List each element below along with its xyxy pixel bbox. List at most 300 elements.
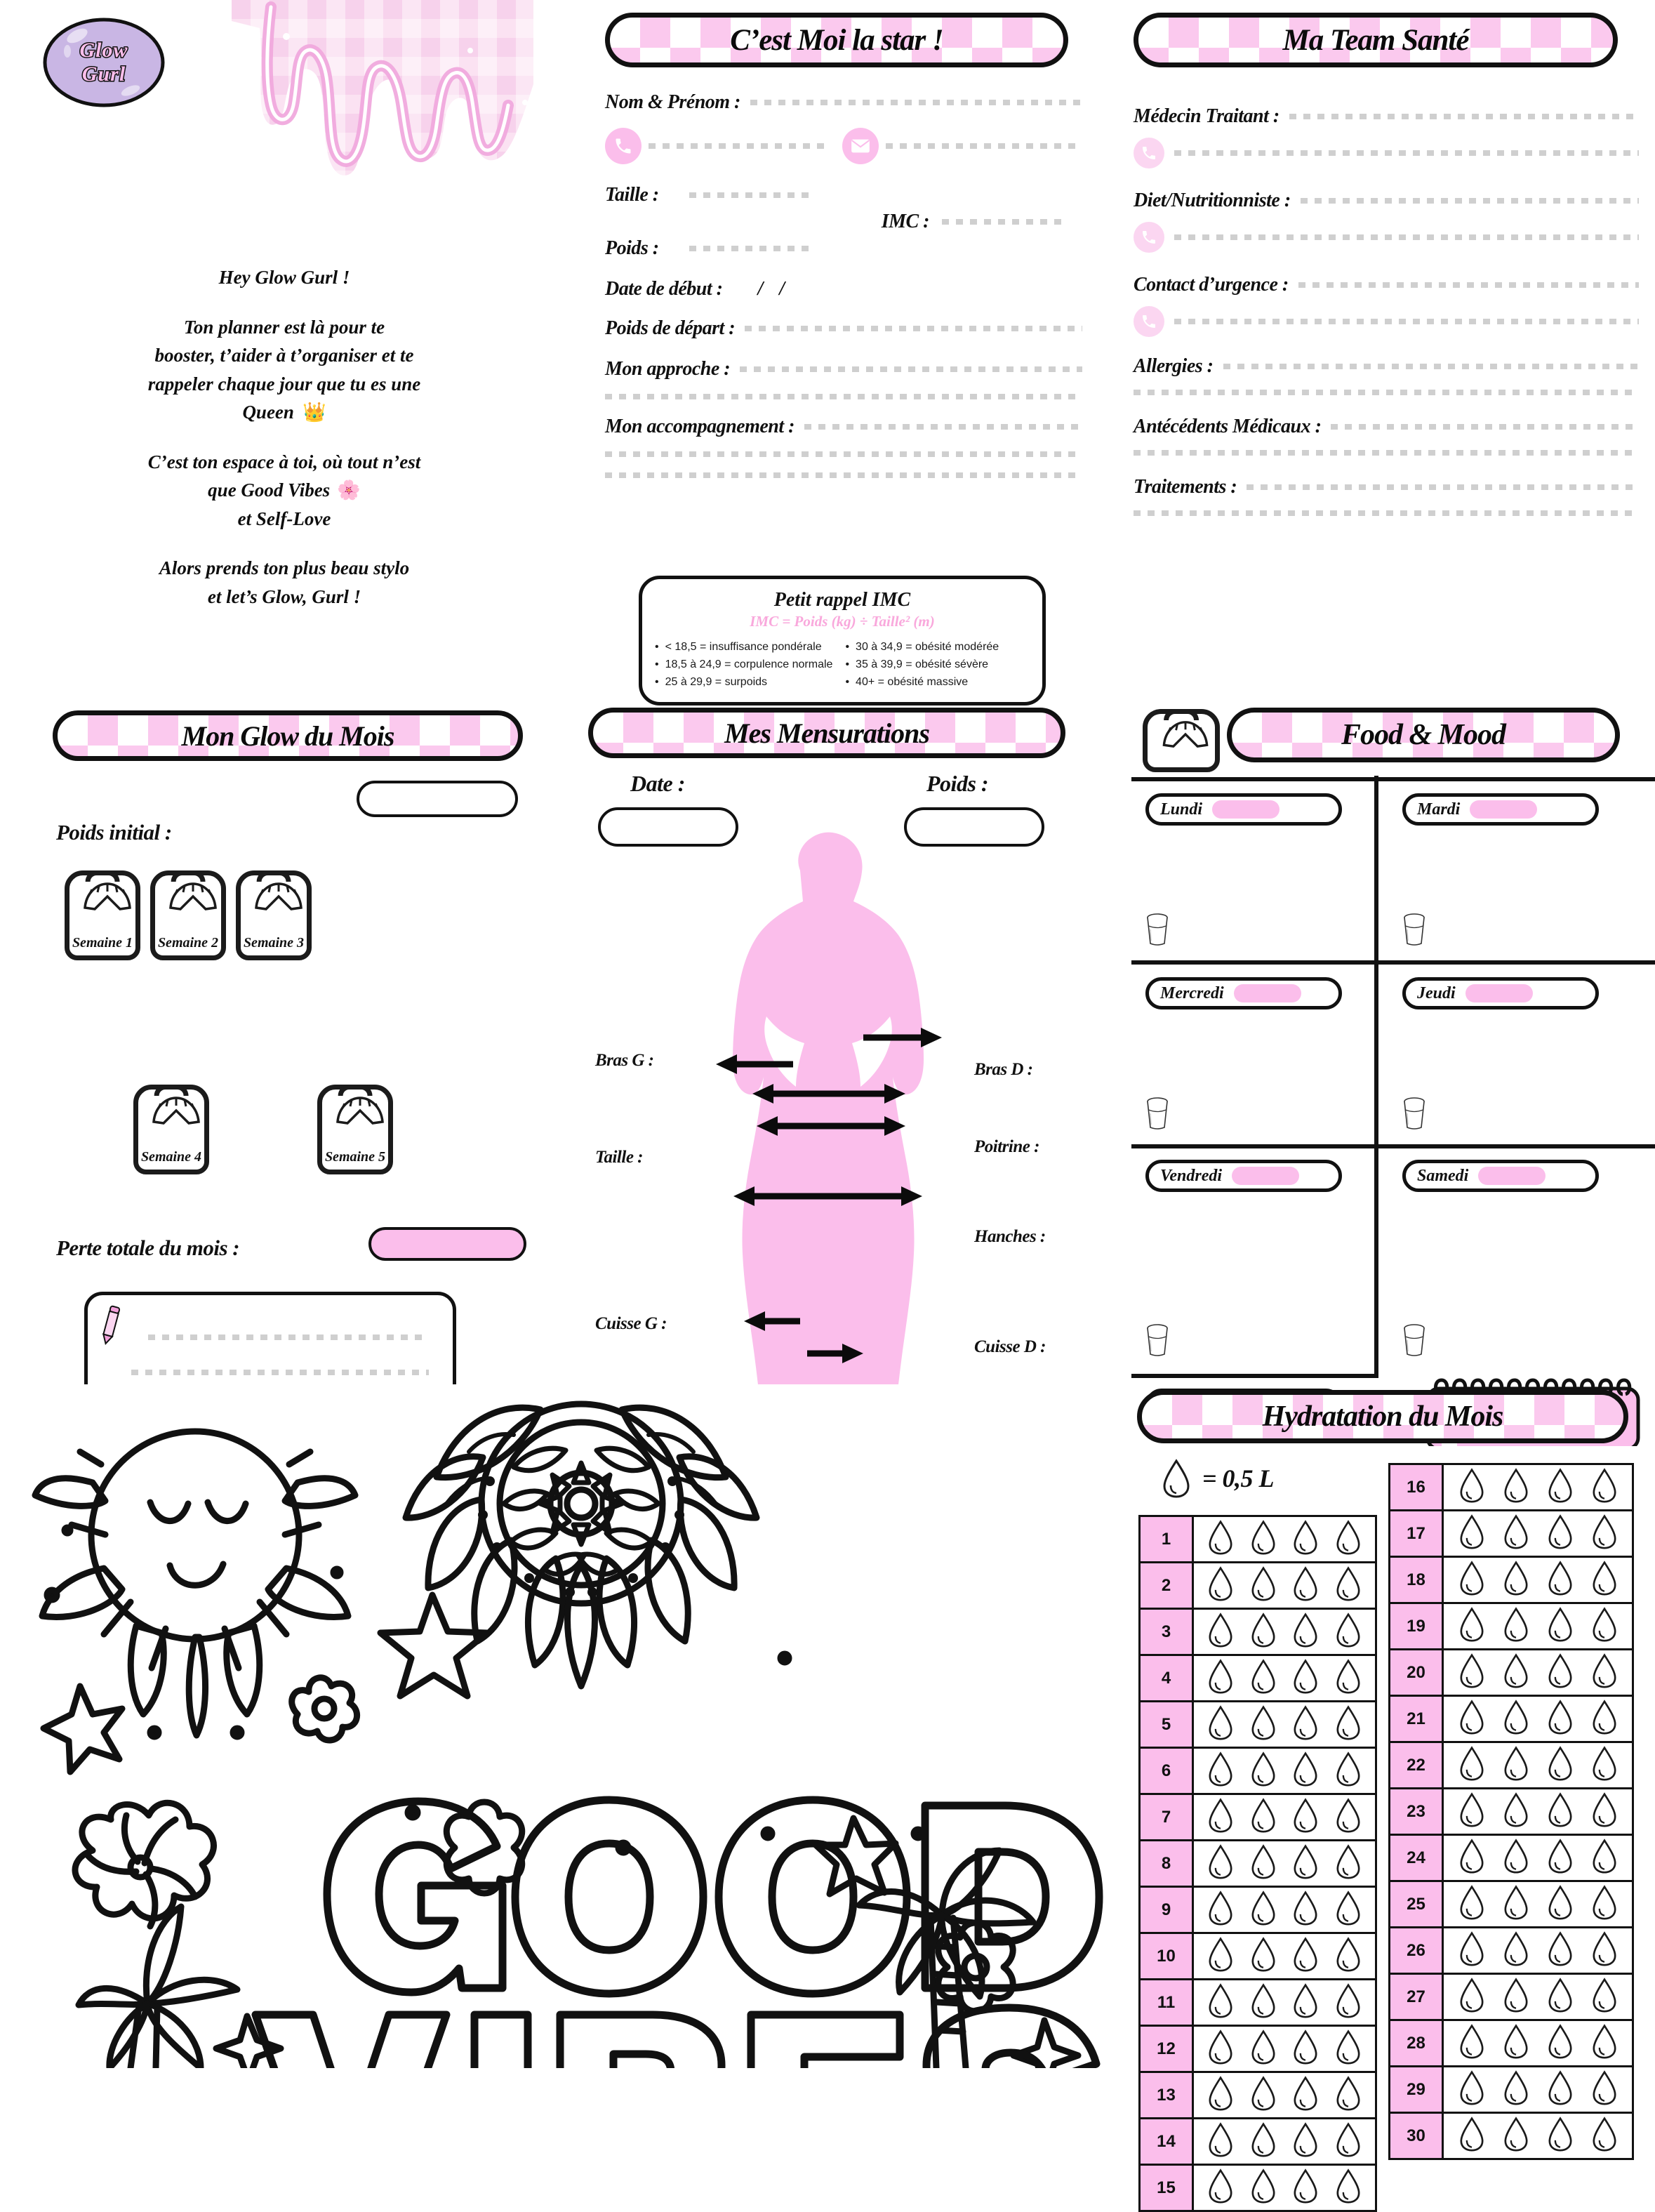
hydration-drop[interactable] <box>1292 1751 1319 1790</box>
water-drop-icon <box>1458 1607 1485 1642</box>
hydration-drop[interactable] <box>1591 1792 1618 1831</box>
team-sante-fields <box>1134 105 1639 517</box>
hydration-drop[interactable] <box>1503 1978 1529 2016</box>
hydration-row[interactable] <box>1138 2119 1377 2166</box>
hydration-day-number: 23 <box>1390 1789 1444 1834</box>
hydration-drop[interactable] <box>1458 1514 1485 1553</box>
scale-label: Semaine 3 <box>243 935 305 951</box>
hydration-drop[interactable] <box>1458 1839 1485 1877</box>
hydration-row[interactable] <box>1138 2073 1377 2119</box>
hydration-drop-cell[interactable] <box>1194 1841 1375 1886</box>
water-drop-icon <box>1591 2024 1618 2059</box>
water-drop-icon <box>1458 2024 1485 2059</box>
hydration-drop[interactable] <box>1503 1700 1529 1738</box>
antecedents-input-1[interactable] <box>1331 423 1639 430</box>
urgence-phone-input[interactable] <box>1174 318 1639 325</box>
water-drop-icon <box>1591 2070 1618 2105</box>
hydration-day-number: 27 <box>1390 1975 1444 2019</box>
hydration-day-number: 26 <box>1390 1928 1444 1973</box>
scale-semaine-3[interactable] <box>236 870 312 960</box>
scale-semaine-4[interactable] <box>133 1085 209 1174</box>
hydration-drop[interactable] <box>1207 1705 1234 1744</box>
hydration-drop[interactable] <box>1292 1798 1319 1836</box>
email-input[interactable] <box>886 143 1082 150</box>
hydration-drop-cell[interactable] <box>1194 1888 1375 1932</box>
approche-row[interactable] <box>605 358 1082 380</box>
hydration-drop[interactable] <box>1292 2029 1319 2068</box>
imc-input[interactable] <box>942 218 1068 225</box>
urgence-input[interactable] <box>1298 282 1639 289</box>
scale-semaine-1[interactable] <box>65 870 140 960</box>
mensurations-poids-label: Poids : <box>926 771 989 796</box>
water-glass-icon[interactable] <box>1402 1323 1426 1360</box>
hydration-drop[interactable] <box>1250 1983 1277 2022</box>
hydration-drop[interactable] <box>1335 2168 1362 2207</box>
hydration-drop[interactable] <box>1503 1931 1529 1970</box>
scale-semaine-2[interactable] <box>150 870 226 960</box>
water-drop-icon <box>1591 1468 1618 1503</box>
water-drop-icon <box>1547 1792 1574 1827</box>
note-line-2[interactable] <box>131 1369 429 1376</box>
hydration-drop-cell[interactable] <box>1194 1610 1375 1654</box>
hydration-drop[interactable] <box>1292 1983 1319 2022</box>
hydration-drop[interactable] <box>1591 1839 1618 1877</box>
water-drop-icon <box>1547 1839 1574 1874</box>
hydration-drop[interactable] <box>1207 1751 1234 1790</box>
hydration-drop[interactable] <box>1250 1751 1277 1790</box>
hydration-drop[interactable] <box>1335 2076 1362 2114</box>
hydration-drop[interactable] <box>1591 1607 1618 1645</box>
hydration-drop[interactable] <box>1458 1653 1485 1692</box>
star-card-fields <box>605 91 1082 479</box>
hydration-drop-cell[interactable] <box>1194 1980 1375 2025</box>
hydration-day-number: 3 <box>1141 1610 1194 1654</box>
hydration-drop[interactable] <box>1250 1612 1277 1651</box>
hydration-drop-cell[interactable] <box>1444 2067 1632 2112</box>
hydration-drop[interactable] <box>1292 2076 1319 2114</box>
hydration-drop[interactable] <box>1292 1705 1319 1744</box>
hydration-drop[interactable] <box>1503 2024 1529 2062</box>
hydration-drop[interactable] <box>1503 2117 1529 2155</box>
hydration-drop[interactable] <box>1547 1607 1574 1645</box>
day-pill-mardi[interactable] <box>1402 793 1599 826</box>
perte-totale-input[interactable] <box>368 1227 526 1261</box>
name-input[interactable] <box>750 99 1082 106</box>
hydration-drop-cell[interactable] <box>1444 1882 1632 1926</box>
hydration-drop[interactable] <box>1207 1937 1234 1975</box>
water-drop-icon <box>1207 1751 1234 1787</box>
hydration-drop-cell[interactable] <box>1444 2114 1632 2158</box>
hydration-drop[interactable] <box>1547 1885 1574 1923</box>
hydration-row[interactable] <box>1138 1980 1377 2027</box>
hydration-drop[interactable] <box>1335 1751 1362 1790</box>
hydration-drop[interactable] <box>1458 1978 1485 2016</box>
hydration-drop[interactable] <box>1335 2029 1362 2068</box>
hydration-drop[interactable] <box>1503 1514 1529 1553</box>
hydration-drop-cell[interactable] <box>1194 1702 1375 1747</box>
hydration-drop[interactable] <box>1207 2076 1234 2114</box>
water-drop-icon <box>1503 1839 1529 1874</box>
hydration-drop[interactable] <box>1250 1659 1277 1697</box>
hydration-drop[interactable] <box>1207 1890 1234 1929</box>
hydration-drop-cell[interactable] <box>1444 1928 1632 1973</box>
hydration-drop[interactable] <box>1547 1700 1574 1738</box>
day-pill-vendredi[interactable] <box>1145 1160 1342 1192</box>
hydration-drop[interactable] <box>1591 1931 1618 1970</box>
hydration-drop[interactable] <box>1250 1566 1277 1605</box>
hydration-row[interactable] <box>1388 1928 1634 1975</box>
accompagnement-label: Mon accompagnement : <box>605 416 795 437</box>
hydration-drop[interactable] <box>1503 2070 1529 2109</box>
food-mood-scale-icon <box>1143 709 1220 772</box>
antecedents-row[interactable] <box>1134 416 1639 438</box>
hydration-drop[interactable] <box>1503 1746 1529 1784</box>
intro-p1-l4: Queen <box>242 402 294 423</box>
phone-icon <box>1134 306 1164 337</box>
accompagnement-row[interactable] <box>605 416 1082 438</box>
medecin-phone-input[interactable] <box>1174 150 1639 157</box>
allergies-input-1[interactable] <box>1223 363 1640 370</box>
hydration-drop-cell[interactable] <box>1194 1563 1375 1608</box>
hydration-row[interactable] <box>1138 2027 1377 2073</box>
day-pill-mercredi[interactable] <box>1145 977 1342 1009</box>
water-glass-icon[interactable] <box>1402 1097 1426 1134</box>
hydration-drop[interactable] <box>1547 1839 1574 1877</box>
hydration-row[interactable] <box>1138 1702 1377 1749</box>
hydration-drop[interactable] <box>1207 1844 1234 1883</box>
hydration-day-number: 8 <box>1141 1841 1194 1886</box>
hydration-drop-cell[interactable] <box>1194 2119 1375 2164</box>
hydration-row[interactable] <box>1138 2166 1377 2212</box>
hydration-row[interactable] <box>1138 1841 1377 1888</box>
hydration-drop[interactable] <box>1292 1612 1319 1651</box>
hydration-drop-cell[interactable] <box>1444 1743 1632 1787</box>
hydration-row[interactable] <box>1388 1511 1634 1558</box>
hydration-drop[interactable] <box>1335 1659 1362 1697</box>
hydration-drop[interactable] <box>1250 2029 1277 2068</box>
traitements-row[interactable] <box>1134 476 1639 498</box>
hydration-drop-cell[interactable] <box>1444 1604 1632 1648</box>
hydration-drop[interactable] <box>1292 1890 1319 1929</box>
hydration-row[interactable] <box>1388 1463 1634 1511</box>
allergies-row[interactable] <box>1134 355 1639 378</box>
scale-label: Semaine 2 <box>157 935 219 951</box>
hydration-drop[interactable] <box>1591 1561 1618 1599</box>
approche-input-1[interactable] <box>740 366 1082 373</box>
hydration-drop-cell[interactable] <box>1194 2166 1375 2210</box>
hydration-drop[interactable] <box>1207 2168 1234 2207</box>
hydration-drop[interactable] <box>1458 2024 1485 2062</box>
hydration-drop[interactable] <box>1503 1468 1529 1506</box>
date-debut-input[interactable]: / / <box>757 278 791 300</box>
hydration-row[interactable] <box>1388 1604 1634 1650</box>
hydration-drop[interactable] <box>1292 2122 1319 2161</box>
water-glass-icon[interactable] <box>1145 913 1169 950</box>
hydration-drop[interactable] <box>1207 1520 1234 1558</box>
hydration-drop[interactable] <box>1547 2024 1574 2062</box>
accompagnement-input-2[interactable] <box>605 451 1082 458</box>
water-drop-icon <box>1547 1468 1574 1503</box>
medecin-label: Médecin Traitant : <box>1134 105 1280 127</box>
hydration-day-number: 10 <box>1141 1934 1194 1978</box>
hydration-row[interactable] <box>1388 1697 1634 1743</box>
hydration-drop[interactable] <box>1547 1561 1574 1599</box>
hydration-drop-cell[interactable] <box>1444 1836 1632 1880</box>
water-drop-icon <box>1335 2076 1362 2111</box>
hydration-drop[interactable] <box>1207 2122 1234 2161</box>
hydration-drop[interactable] <box>1335 1890 1362 1929</box>
hydration-drop[interactable] <box>1335 1612 1362 1651</box>
hydration-day-number: 21 <box>1390 1697 1444 1741</box>
hydration-drop[interactable] <box>1335 1798 1362 1836</box>
hydration-drop[interactable] <box>1250 2076 1277 2114</box>
hydration-row[interactable] <box>1388 2067 1634 2114</box>
hydration-drop[interactable] <box>1207 1798 1234 1836</box>
poids-depart-input[interactable] <box>745 325 1082 332</box>
hydration-drop[interactable] <box>1591 1885 1618 1923</box>
water-drop-icon <box>1207 1798 1234 1833</box>
hydration-drop-cell[interactable] <box>1444 1975 1632 2019</box>
allergies-input-2[interactable] <box>1134 389 1639 396</box>
medecin-input[interactable] <box>1289 113 1639 120</box>
hydration-drop[interactable] <box>1250 1890 1277 1929</box>
hydration-drop-cell[interactable] <box>1444 1511 1632 1556</box>
water-drop-icon <box>1335 1520 1362 1555</box>
hydration-drop[interactable] <box>1547 2117 1574 2155</box>
hydration-drop[interactable] <box>1207 1566 1234 1605</box>
hydration-drop[interactable] <box>1503 1839 1529 1877</box>
mood-slot[interactable] <box>1232 1167 1299 1185</box>
water-drop-icon <box>1292 1705 1319 1740</box>
hydration-row[interactable] <box>1138 1563 1377 1610</box>
phone-input[interactable] <box>649 143 824 150</box>
hydration-drop[interactable] <box>1458 1931 1485 1970</box>
hydration-row[interactable] <box>1388 2021 1634 2067</box>
mood-slot[interactable] <box>1470 800 1537 819</box>
hydration-drop[interactable] <box>1547 1468 1574 1506</box>
taille-input[interactable] <box>689 192 809 199</box>
hydration-drop-cell[interactable] <box>1444 2021 1632 2065</box>
hydration-drop[interactable] <box>1591 1978 1618 2016</box>
hydration-drop-cell[interactable] <box>1194 1934 1375 1978</box>
hydration-drop-cell[interactable] <box>1444 1697 1632 1741</box>
hydration-drop[interactable] <box>1335 1705 1362 1744</box>
hydration-row[interactable] <box>1388 1558 1634 1604</box>
hydration-drop[interactable] <box>1250 1844 1277 1883</box>
hydration-drop[interactable] <box>1292 1844 1319 1883</box>
day-pill-samedi[interactable] <box>1402 1160 1599 1192</box>
note-line-1[interactable] <box>148 1334 429 1341</box>
hydration-drop-cell[interactable] <box>1194 1795 1375 1839</box>
water-drop-icon <box>1292 1798 1319 1833</box>
water-drop-icon <box>1503 1792 1529 1827</box>
hydration-drop[interactable] <box>1591 1746 1618 1784</box>
hydration-drop-cell[interactable] <box>1194 2027 1375 2071</box>
hydration-row[interactable] <box>1388 1975 1634 2021</box>
mood-slot[interactable] <box>1465 984 1533 1002</box>
hydration-drop[interactable] <box>1458 1607 1485 1645</box>
medecin-row[interactable] <box>1134 105 1639 128</box>
hydration-drop[interactable] <box>1335 1844 1362 1883</box>
hydration-drop[interactable] <box>1458 1468 1485 1506</box>
mensurations-date-label: Date : <box>630 771 685 796</box>
food-mood-grid-hline-2 <box>1131 960 1655 965</box>
hydration-drop[interactable] <box>1458 1885 1485 1923</box>
hydration-drop[interactable] <box>1335 1566 1362 1605</box>
hydration-drop[interactable] <box>1547 1653 1574 1692</box>
hydration-drop[interactable] <box>1503 1561 1529 1599</box>
day-pill-lundi[interactable] <box>1145 793 1342 826</box>
hydration-drop[interactable] <box>1591 2070 1618 2109</box>
water-glass-icon[interactable] <box>1145 1097 1169 1134</box>
accompagnement-input-1[interactable] <box>804 423 1082 430</box>
water-drop-icon <box>1250 1566 1277 1601</box>
hydration-drop[interactable] <box>1591 1468 1618 1506</box>
food-mood-grid-hline-1 <box>1131 777 1655 781</box>
hydration-row[interactable] <box>1138 1515 1377 1563</box>
hydration-drop[interactable] <box>1292 1520 1319 1558</box>
hydration-drop[interactable] <box>1207 1659 1234 1697</box>
water-glass-icon[interactable] <box>1145 1323 1169 1360</box>
water-drop-icon <box>1250 2122 1277 2157</box>
mood-slot[interactable] <box>1478 1167 1546 1185</box>
water-drop-icon <box>1335 1705 1362 1740</box>
hydration-drop[interactable] <box>1250 2168 1277 2207</box>
hydration-row[interactable] <box>1138 1749 1377 1795</box>
water-drop-icon <box>1591 1978 1618 2013</box>
intro-p1-l3: rappeler chaque jour que tu es une <box>147 373 421 395</box>
water-drop-icon <box>1335 1983 1362 2018</box>
water-drop-icon <box>1458 1468 1485 1503</box>
hydration-drop[interactable] <box>1503 1653 1529 1692</box>
hydration-drop[interactable] <box>1547 1514 1574 1553</box>
hydration-drop[interactable] <box>1250 1520 1277 1558</box>
traitements-input-2[interactable] <box>1134 510 1639 517</box>
hydration-drop[interactable] <box>1503 1607 1529 1645</box>
traitements-input-1[interactable] <box>1247 484 1639 491</box>
poids-depart-label: Poids de départ : <box>605 317 736 339</box>
day-pill-jeudi[interactable] <box>1402 977 1599 1009</box>
imc-list-left <box>655 639 832 691</box>
water-glass-icon[interactable] <box>1402 913 1426 950</box>
hydration-drop[interactable] <box>1547 1931 1574 1970</box>
hydration-drop[interactable] <box>1292 1566 1319 1605</box>
hydration-drop[interactable] <box>1250 1937 1277 1975</box>
diet-input[interactable] <box>1301 197 1639 204</box>
hydration-drop[interactable] <box>1591 2117 1618 2155</box>
hydration-drop[interactable] <box>1591 1514 1618 1553</box>
intro-p2-l2: que Good Vibes <box>208 479 331 501</box>
hydration-drop-cell[interactable] <box>1194 2073 1375 2117</box>
accompagnement-input-3[interactable] <box>605 472 1082 479</box>
hydration-row[interactable] <box>1138 1656 1377 1702</box>
hydration-row[interactable] <box>1388 1743 1634 1789</box>
hydration-drop-cell[interactable] <box>1194 1517 1375 1561</box>
mood-slot[interactable] <box>1212 800 1280 819</box>
hydration-row[interactable] <box>1138 1934 1377 1980</box>
diet-phone-input[interactable] <box>1174 234 1639 241</box>
antecedents-input-2[interactable] <box>1134 449 1639 456</box>
hydration-drop[interactable] <box>1547 1978 1574 2016</box>
hydration-day-number: 6 <box>1141 1749 1194 1793</box>
hydration-drop[interactable] <box>1458 2070 1485 2109</box>
hydration-drop[interactable] <box>1591 2024 1618 2062</box>
hydration-drop-cell[interactable] <box>1444 1789 1632 1834</box>
hydration-drop[interactable] <box>1547 1792 1574 1831</box>
hydration-row[interactable] <box>1388 2114 1634 2160</box>
hydration-drop[interactable] <box>1458 1792 1485 1831</box>
hydration-drop[interactable] <box>1458 1700 1485 1738</box>
hydration-row[interactable] <box>1388 1882 1634 1928</box>
hydration-drop[interactable] <box>1503 1792 1529 1831</box>
hydration-drop-cell[interactable] <box>1444 1650 1632 1695</box>
hydration-drop[interactable] <box>1458 2117 1485 2155</box>
hydration-drop-cell[interactable] <box>1194 1656 1375 1700</box>
hydration-day-number: 19 <box>1390 1604 1444 1648</box>
water-drop-icon <box>1207 1566 1234 1601</box>
hydration-day-number: 28 <box>1390 2021 1444 2065</box>
poids-depart-row[interactable] <box>605 317 1082 340</box>
urgence-row[interactable] <box>1134 274 1639 296</box>
day-label: Vendredi <box>1160 1166 1223 1185</box>
hydration-row[interactable] <box>1388 1836 1634 1882</box>
month-name-box[interactable] <box>357 781 518 817</box>
hydration-row[interactable] <box>1388 1789 1634 1836</box>
hydration-drop[interactable] <box>1250 2122 1277 2161</box>
diet-row[interactable] <box>1134 190 1639 212</box>
mood-slot[interactable] <box>1234 984 1301 1002</box>
hydration-drop[interactable] <box>1250 1705 1277 1744</box>
hydration-drop[interactable] <box>1591 1700 1618 1738</box>
hydration-drop[interactable] <box>1335 1520 1362 1558</box>
hydration-drop[interactable] <box>1458 1746 1485 1784</box>
hydration-drop-cell[interactable] <box>1444 1558 1632 1602</box>
hydration-drop[interactable] <box>1335 1937 1362 1975</box>
hydration-row[interactable] <box>1388 1650 1634 1697</box>
hydration-drop[interactable] <box>1591 1653 1618 1692</box>
hydration-drop[interactable] <box>1458 1561 1485 1599</box>
hydration-drop[interactable] <box>1292 2168 1319 2207</box>
hydration-drop[interactable] <box>1292 1937 1319 1975</box>
hydration-day-number: 20 <box>1390 1650 1444 1695</box>
hydration-drop[interactable] <box>1207 1983 1234 2022</box>
water-drop-icon <box>1591 1931 1618 1966</box>
hydration-drop[interactable] <box>1335 1983 1362 2022</box>
hydration-drop[interactable] <box>1335 2122 1362 2161</box>
hydration-drop-cell[interactable] <box>1444 1465 1632 1509</box>
hydration-row[interactable] <box>1138 1795 1377 1841</box>
scale-semaine-5[interactable] <box>317 1085 393 1174</box>
hydration-row[interactable] <box>1138 1610 1377 1656</box>
water-drop-icon <box>1591 1885 1618 1920</box>
hydration-drop[interactable] <box>1207 2029 1234 2068</box>
hydration-drop[interactable] <box>1547 1746 1574 1784</box>
scale-label: Semaine 5 <box>324 1149 386 1165</box>
hydration-drop[interactable] <box>1547 2070 1574 2109</box>
hydration-drop-cell[interactable] <box>1194 1749 1375 1793</box>
poids-input[interactable] <box>689 245 809 252</box>
hydration-drop[interactable] <box>1207 1612 1234 1651</box>
hydration-drop[interactable] <box>1250 1798 1277 1836</box>
approche-input-2[interactable] <box>605 393 1082 400</box>
glow-mois-title: Mon Glow du Mois <box>181 720 394 752</box>
approche-label: Mon approche : <box>605 358 731 380</box>
name-field-row[interactable] <box>605 91 1082 114</box>
hydration-row[interactable] <box>1138 1888 1377 1934</box>
water-drop-icon <box>1335 2122 1362 2157</box>
hydration-drop[interactable] <box>1292 1659 1319 1697</box>
hydration-drop[interactable] <box>1503 1885 1529 1923</box>
